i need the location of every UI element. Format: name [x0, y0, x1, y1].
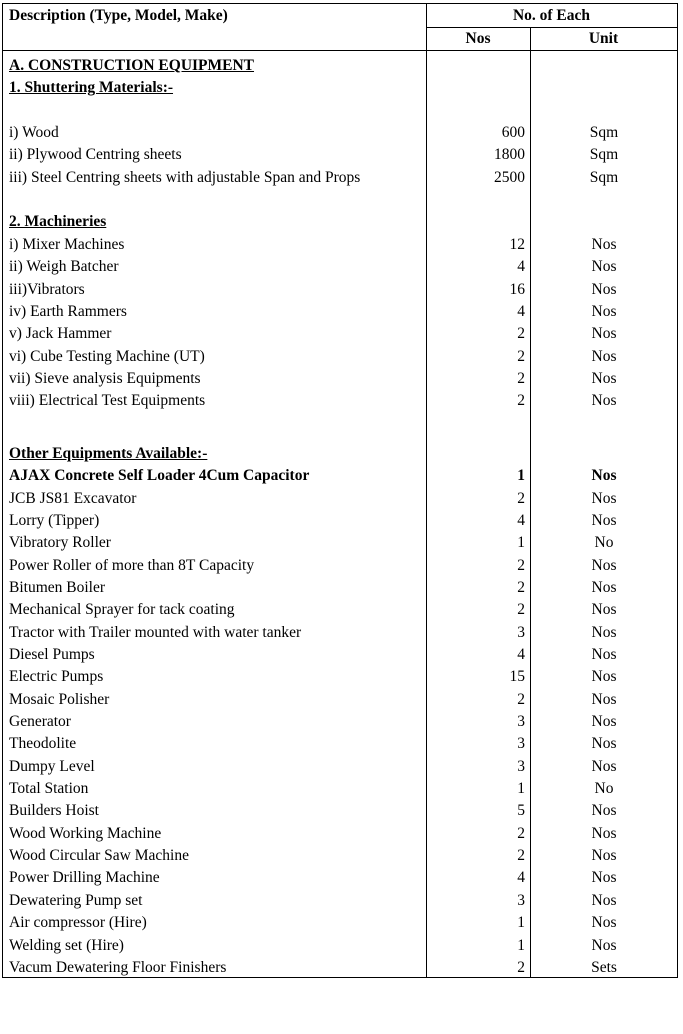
table-row	[3, 211, 677, 233]
row-description: Theodolite	[9, 735, 77, 753]
table-row	[3, 346, 677, 368]
row-description: Bitumen Boiler	[9, 578, 106, 596]
row-unit: No	[594, 534, 614, 552]
table-row	[3, 890, 677, 912]
row-quantity: 3	[517, 713, 525, 730]
row-quantity: 2	[517, 347, 525, 365]
row-unit: Nos	[591, 914, 617, 932]
row-description: Welding set (Hire)	[9, 936, 124, 954]
table-row	[3, 778, 677, 800]
row-quantity: 3	[517, 735, 525, 753]
row-quantity: 2	[517, 958, 525, 976]
table-row	[3, 599, 677, 621]
row-quantity: 2	[517, 392, 525, 410]
row-description: Lorry (Tipper)	[9, 511, 100, 529]
header-bottom-divider	[3, 50, 677, 51]
table-row	[3, 644, 677, 666]
row-unit: Nos	[591, 623, 617, 641]
row-quantity: 2	[517, 369, 525, 387]
row-quantity: 2	[517, 847, 525, 865]
row-unit: Sqm	[589, 124, 619, 142]
row-description: 2. Machineries	[9, 213, 107, 231]
table-row	[3, 510, 677, 532]
row-quantity: 16	[509, 280, 525, 298]
row-description: Wood Circular Saw Machine	[9, 847, 189, 865]
row-quantity: 2	[517, 824, 525, 842]
row-quantity: 2	[517, 489, 525, 507]
row-quantity: 1800	[494, 146, 525, 164]
row-quantity: 1	[517, 467, 525, 485]
row-unit: Nos	[591, 802, 617, 820]
row-unit: Nos	[591, 392, 617, 410]
row-description: i) Mixer Machines	[9, 235, 125, 253]
row-unit: Nos	[591, 556, 617, 574]
table-row	[3, 167, 677, 189]
row-description: Dumpy Level	[9, 757, 95, 775]
row-description: ii) Weigh Batcher	[9, 258, 119, 276]
row-unit: Nos	[591, 668, 617, 686]
header-unit: Unit	[588, 30, 619, 47]
row-unit: Nos	[591, 824, 617, 842]
table-row	[3, 845, 677, 867]
row-description: AJAX Concrete Self Loader 4Cum Capacitor	[9, 467, 310, 485]
row-quantity: 2	[517, 578, 525, 596]
row-unit: Nos	[591, 847, 617, 865]
row-unit: Nos	[591, 578, 617, 596]
row-quantity: 600	[501, 124, 525, 142]
table-row	[3, 144, 677, 166]
row-description: Electric Pumps	[9, 668, 104, 686]
header-nos: Nos	[465, 30, 491, 47]
row-quantity: 2	[517, 690, 525, 708]
row-description: vi) Cube Testing Machine (UT)	[9, 347, 205, 365]
table-row	[3, 279, 677, 301]
row-description: ii) Plywood Centring sheets	[9, 146, 182, 164]
row-quantity: 1	[517, 914, 525, 932]
row-description: Dewatering Pump set	[9, 891, 143, 909]
row-quantity: 15	[509, 668, 525, 686]
table-row	[3, 711, 677, 733]
row-unit: Sets	[591, 958, 617, 976]
row-quantity: 1	[517, 534, 525, 552]
table-row	[3, 55, 677, 77]
table-row	[3, 390, 677, 412]
row-quantity: 4	[517, 869, 525, 887]
table-row	[3, 689, 677, 711]
row-description: Air compressor (Hire)	[9, 914, 147, 932]
row-description: Other Equipments Available:-	[9, 444, 208, 462]
row-unit: Nos	[591, 489, 617, 507]
table-row	[3, 301, 677, 323]
row-unit: Nos	[591, 645, 617, 663]
table-row	[3, 189, 677, 211]
table-row	[3, 100, 677, 122]
row-description: Power Drilling Machine	[9, 869, 160, 887]
row-unit: Nos	[591, 302, 617, 320]
row-unit: Nos	[591, 258, 617, 276]
equipment-table	[2, 3, 678, 978]
row-unit: Sqm	[589, 168, 619, 186]
row-description: Power Roller of more than 8T Capacity	[9, 556, 255, 574]
row-unit: Nos	[591, 757, 617, 775]
row-quantity: 1	[517, 780, 525, 797]
table-row	[3, 443, 677, 465]
row-description: Mechanical Sprayer for tack coating	[9, 601, 235, 619]
row-unit: Nos	[591, 511, 617, 529]
row-quantity: 2500	[494, 168, 525, 186]
row-unit: Nos	[591, 280, 617, 298]
row-description: Vacum Dewatering Floor Finishers	[9, 958, 227, 976]
table-row	[3, 256, 677, 278]
table-row	[3, 77, 677, 99]
row-description: v) Jack Hammer	[9, 325, 112, 343]
header-description: Description (Type, Model, Make)	[9, 7, 228, 24]
row-quantity: 2	[517, 325, 525, 343]
table-row	[3, 957, 677, 979]
table-row	[3, 465, 677, 487]
table-row	[3, 666, 677, 688]
row-unit: No	[594, 780, 614, 797]
row-description: A. CONSTRUCTION EQUIPMENT	[9, 57, 255, 74]
row-quantity: 2	[517, 556, 525, 574]
row-unit: Nos	[591, 891, 617, 909]
row-quantity: 12	[509, 235, 525, 253]
table-row	[3, 935, 677, 957]
row-description: Diesel Pumps	[9, 645, 95, 663]
row-unit: Nos	[591, 735, 617, 753]
row-unit: Nos	[591, 690, 617, 708]
table-row	[3, 867, 677, 889]
row-description: Builders Hoist	[9, 802, 99, 820]
table-row	[3, 368, 677, 390]
header-divider	[426, 27, 677, 28]
row-quantity: 5	[517, 802, 525, 820]
header-no-of-each: No. of Each	[512, 7, 591, 24]
table-row	[3, 122, 677, 144]
row-unit: Nos	[591, 325, 617, 343]
row-description: JCB JS81 Excavator	[9, 489, 137, 507]
row-unit: Nos	[591, 369, 617, 387]
row-description: vii) Sieve analysis Equipments	[9, 369, 201, 387]
row-quantity: 3	[517, 757, 525, 775]
table-row	[3, 577, 677, 599]
row-description: iii) Steel Centring sheets with adjustable Span and Props	[9, 168, 361, 186]
row-quantity: 1	[517, 936, 525, 954]
row-unit: Nos	[591, 713, 617, 730]
row-quantity: 2	[517, 601, 525, 619]
table-row	[3, 234, 677, 256]
row-description: Mosaic Polisher	[9, 690, 110, 708]
table-row	[3, 488, 677, 510]
row-description: Generator	[9, 713, 71, 730]
row-unit: Nos	[591, 601, 617, 619]
row-unit: Sqm	[589, 146, 619, 164]
row-unit: Nos	[591, 467, 617, 485]
row-quantity: 3	[517, 623, 525, 641]
row-description: 1. Shuttering Materials:-	[9, 79, 174, 97]
row-description: iii)Vibrators	[9, 280, 85, 298]
table-row	[3, 413, 677, 435]
table-row	[3, 532, 677, 554]
table-row	[3, 733, 677, 755]
table-row	[3, 622, 677, 644]
table-row	[3, 823, 677, 845]
row-unit: Nos	[591, 936, 617, 954]
row-description: Tractor with Trailer mounted with water tanker	[9, 623, 302, 641]
table-row	[3, 323, 677, 345]
table-row	[3, 555, 677, 577]
row-description: viii) Electrical Test Equipments	[9, 392, 206, 410]
row-quantity: 3	[517, 891, 525, 909]
row-unit: Nos	[591, 347, 617, 365]
row-quantity: 4	[517, 258, 525, 276]
row-description: Vibratory Roller	[9, 534, 111, 552]
row-description: Wood Working Machine	[9, 824, 162, 842]
row-unit: Nos	[591, 235, 617, 253]
row-quantity: 4	[517, 645, 525, 663]
table-row	[3, 800, 677, 822]
row-quantity: 4	[517, 511, 525, 529]
table-row	[3, 912, 677, 934]
row-unit: Nos	[591, 869, 617, 887]
row-quantity: 4	[517, 302, 525, 320]
table-row	[3, 756, 677, 778]
row-description: Total Station	[9, 780, 89, 797]
row-description: i) Wood	[9, 124, 59, 142]
row-description: iv) Earth Rammers	[9, 302, 127, 320]
